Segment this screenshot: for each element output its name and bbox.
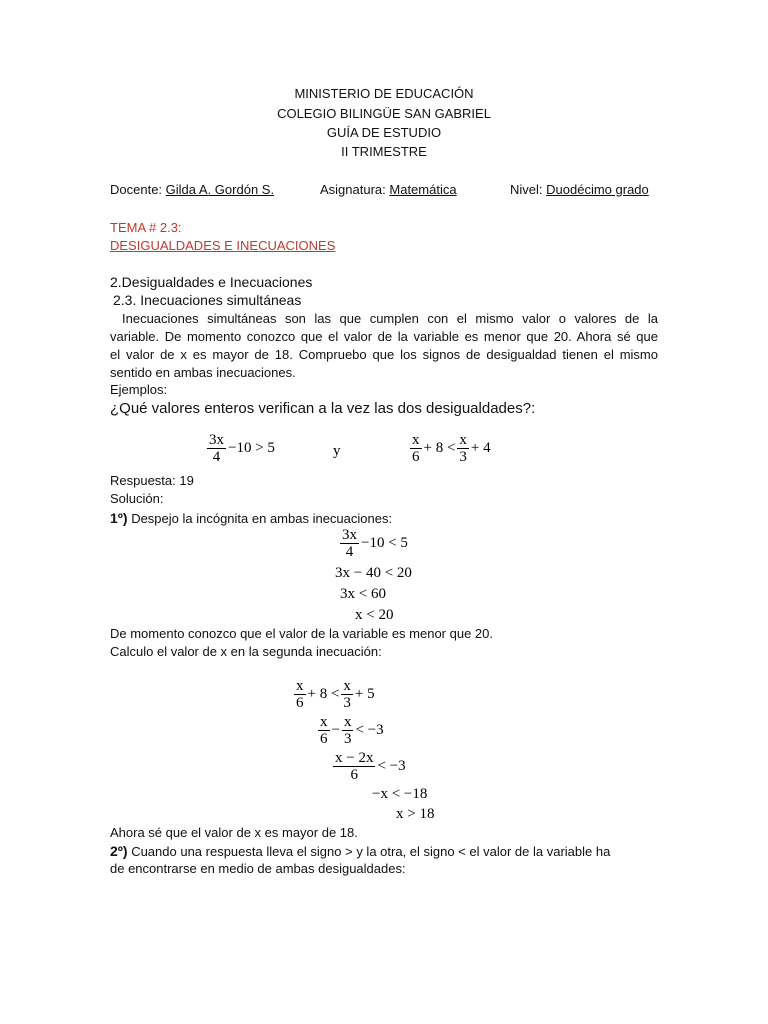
fraction — [342, 714, 354, 747]
fraction — [294, 678, 306, 711]
denominator: 6 — [350, 767, 358, 783]
answer-label: Respuesta: — [110, 473, 176, 488]
level-info — [510, 182, 649, 197]
numerator: 3x — [342, 527, 357, 543]
solution-label: Solución: — [110, 491, 164, 506]
denominator: 6 — [296, 695, 304, 711]
numerator: x — [320, 714, 328, 730]
inequality-rest: + 4 — [470, 439, 491, 456]
equation-rest: + 5 — [354, 685, 375, 702]
teacher-name: Gilda A. Gordón S. — [165, 182, 275, 197]
equation-mid: − — [331, 721, 340, 738]
numerator: x — [459, 432, 467, 448]
step1b-conclusion: Ahora sé que el valor de x es mayor de 18. — [110, 825, 358, 840]
examples-label: Ejemplos: — [110, 382, 168, 397]
numerator: 3x — [209, 432, 224, 448]
step1b-line5: x > 18 — [396, 806, 435, 822]
school-heading: COLEGIO BILINGÜE SAN GABRIEL — [277, 106, 491, 121]
equation-rest: < −3 — [355, 721, 384, 738]
numerator: x — [343, 714, 352, 730]
inequality-rest: −10 > 5 — [228, 439, 275, 456]
step1-intro — [110, 510, 392, 526]
term-heading: II TRIMESTRE — [341, 144, 427, 159]
denominator: 3 — [459, 449, 467, 465]
denominator: 6 — [412, 449, 420, 465]
step2-line2: de encontrarse en medio de ambas desigualdades: — [110, 861, 406, 876]
answer-value: 19 — [179, 473, 194, 488]
step1b-line2 — [316, 714, 384, 747]
level-name: Duodécimo grado — [546, 182, 649, 197]
inequality-1 — [205, 432, 275, 465]
step2-line1 — [110, 843, 610, 859]
fraction — [457, 432, 469, 465]
subject-info — [320, 182, 457, 197]
section-heading: 2.Desigualdades e Inecuaciones — [110, 274, 313, 290]
topic-number: TEMA # 2.3: — [110, 220, 182, 235]
answer-line — [110, 473, 194, 488]
step1-next: Calculo el valor de x en la segunda inecuación: — [110, 644, 382, 659]
step1-text: Despejo la incógnita en ambas inecuaciones: — [131, 511, 393, 526]
step2-text: Cuando una respuesta lleva el signo > y la otra, el signo < el valor de la variable ha — [131, 844, 611, 859]
denominator: 3 — [343, 731, 352, 747]
paragraph-line: variable. De momento conozco que el valor de la variable es menor que 20. Ahora sé que — [110, 329, 658, 344]
fraction — [318, 714, 330, 747]
teacher-info — [110, 182, 274, 197]
section-subheading: 2.3. Inecuaciones simultáneas — [113, 292, 302, 308]
step1-line1 — [338, 527, 408, 560]
denominator: 3 — [343, 695, 351, 711]
numerator: x — [412, 432, 420, 448]
paragraph-line: el valor de x es mayor de 18. Compruebo que los signos de desigualdad tienen el mismo — [110, 347, 658, 362]
step1-conclusion: De momento conozco que el valor de la variable es menor que 20. — [110, 626, 493, 641]
step1b-line1 — [292, 678, 375, 711]
teacher-label: Docente: — [110, 182, 163, 197]
equation-mid: + 8 < — [307, 685, 340, 702]
step1-line2: 3x − 40 < 20 — [335, 565, 412, 581]
fraction — [341, 678, 353, 711]
guide-heading: GUÍA DE ESTUDIO — [326, 125, 442, 140]
fraction — [410, 432, 422, 465]
fraction — [340, 527, 359, 560]
denominator: 4 — [212, 449, 221, 465]
numerator: x — [343, 678, 351, 694]
numerator: x − 2x — [335, 750, 374, 766]
equation-rest: < −3 — [377, 757, 406, 774]
question-text: ¿Qué valores enteros verifican a la vez las dos desigualdades?: — [110, 400, 536, 417]
paragraph-line: Inecuaciones simultáneas son las que cumplen con el mismo valor o valores de la — [122, 311, 658, 326]
step1-line4: x < 20 — [355, 607, 394, 623]
subject-name: Matemática — [389, 182, 457, 197]
level-label: Nivel: — [510, 182, 543, 197]
inequality-mid: + 8 < — [423, 439, 456, 456]
ministry-heading: MINISTERIO DE EDUCACIÓN — [294, 86, 474, 101]
step1b-line3 — [331, 750, 406, 783]
fraction — [333, 750, 375, 783]
intro-paragraph — [110, 310, 658, 382]
step2-label: 2º) — [110, 843, 128, 859]
paragraph-line: sentido en ambas inecuaciones. — [110, 365, 296, 380]
step1-label: 1º) — [110, 510, 128, 526]
step1b-line4: −x < −18 — [372, 786, 428, 802]
equation-rest: −10 < 5 — [361, 534, 408, 551]
subject-label: Asignatura: — [320, 182, 386, 197]
inequality-2 — [408, 432, 491, 465]
connector-y: y — [333, 443, 341, 459]
step1-line3: 3x < 60 — [340, 586, 386, 602]
denominator: 6 — [320, 731, 328, 747]
topic-title: DESIGUALDADES E INECUACIONES — [110, 238, 336, 253]
numerator: x — [296, 678, 304, 694]
fraction — [207, 432, 226, 465]
denominator: 4 — [345, 544, 354, 560]
